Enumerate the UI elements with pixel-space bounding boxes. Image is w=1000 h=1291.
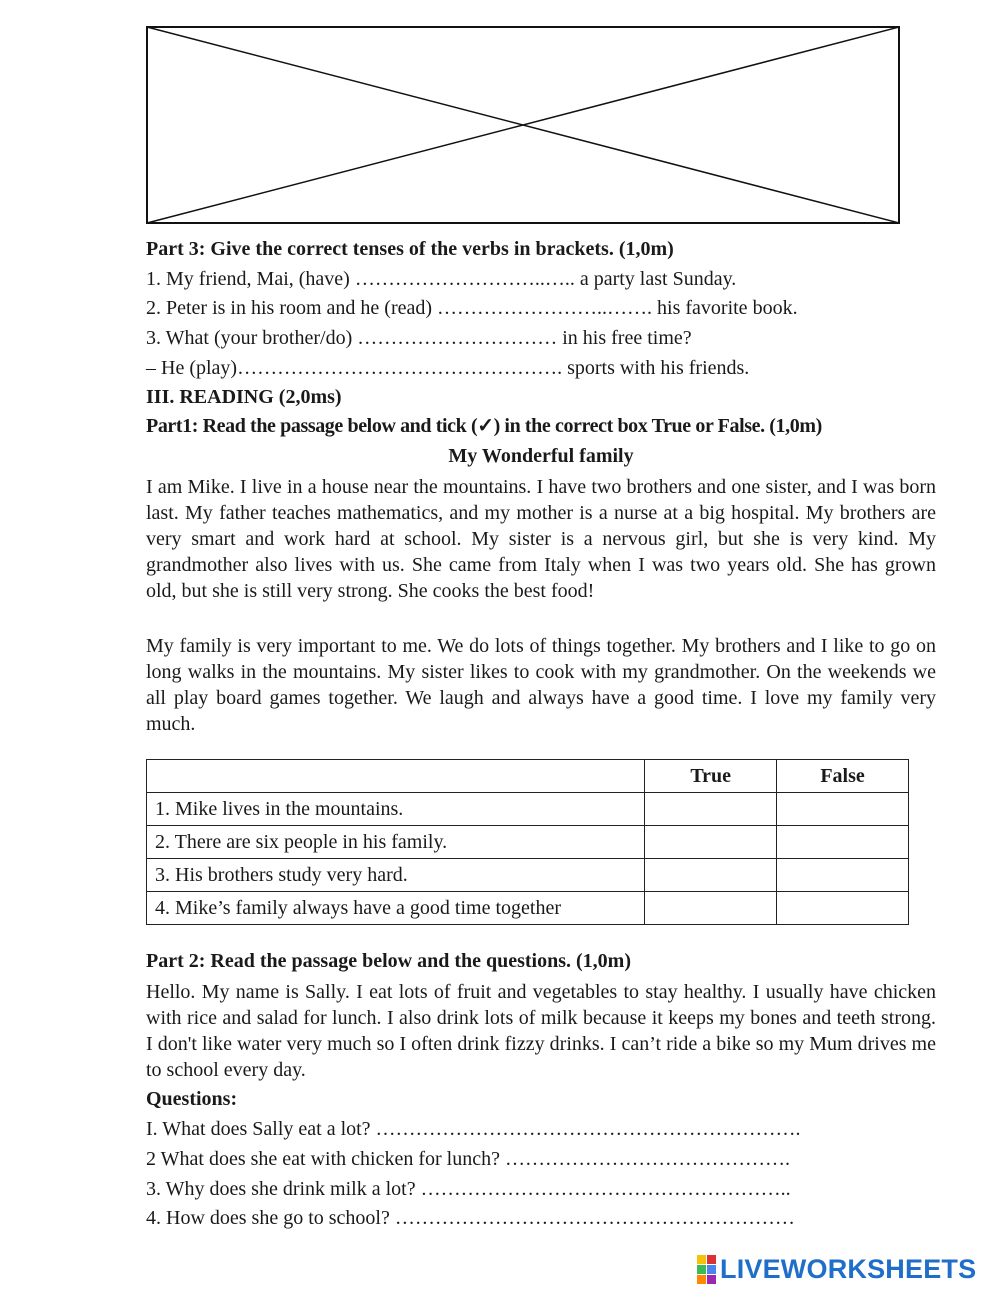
part3-item-4: – He (play)…………………………………………. sports with his friends. [146,357,750,379]
false-answer-box[interactable] [777,892,909,925]
reading-heading: III. READING (2,0ms) [146,386,342,408]
part3-item-1: 1. My friend, Mai, (have) ………………………..….. a party last Sunday. [146,268,737,290]
table-header-false: False [777,760,909,793]
passage-title: My Wonderful family [448,445,634,467]
table-header-row [147,760,909,793]
statement-cell: 3. His brothers study very hard. [147,859,645,892]
part3-heading: Part 3: Give the correct tenses of the verbs in brackets. (1,0m) [146,238,674,260]
false-answer-box[interactable] [777,793,909,826]
table-row [147,793,909,826]
part3-item-3: 3. What (your brother/do) ………………………… in his free time? [146,327,692,349]
question-2: 2 What does she eat with chicken for lunch? ……………………………………. [146,1148,790,1170]
reading-paragraph-1: I am Mike. I live in a house near the mountains. I have two brothers and one sister, and I was born last. My father teaches mathematics, and my mother is a nurse at a big hospital. My brothers are very smart and work hard at school. My sister is a nervous girl, but she is very kind. My grandmother also lives with us. She came from Italy when I was two years old. She has grown old, but she is still very strong. She cooks the best food! [146,476,936,602]
reading-part1-heading: Part1: Read the passage below and tick (✓) in the correct box True or False. (1,0m) [146,415,822,437]
true-answer-box[interactable] [645,859,777,892]
true-answer-box[interactable] [645,793,777,826]
table-row [147,892,909,925]
true-false-table [146,759,909,925]
table-row [147,826,909,859]
question-1: I. What does Sally eat a lot? ………………………………………………………. [146,1118,801,1140]
questions-label: Questions: [146,1088,238,1110]
table-header-true: True [645,760,777,793]
question-3: 3. Why does she drink milk a lot? ……………………………………………….. [146,1178,791,1200]
part2-heading: Part 2: Read the passage below and the questions. (1,0m) [146,950,631,972]
image-placeholder-box [146,26,900,224]
statement-cell: 1. Mike lives in the mountains. [147,793,645,826]
false-answer-box[interactable] [777,859,909,892]
reading-paragraph-2: My family is very important to me. We do lots of things together. My brothers and I like to go on long walks in the mountains. My sister likes to cook with my grandmother. On the weekends we all play board games together. We laugh and always have a good time. I love my family very much. [146,635,936,735]
statement-cell: 2. There are six people in his family. [147,826,645,859]
liveworksheets-logo [697,1254,976,1284]
part3-item-2: 2. Peter is in his room and he (read) ……………………..……. his favorite book. [146,297,798,319]
logo-blocks-icon [697,1255,716,1284]
false-answer-box[interactable] [777,826,909,859]
question-4: 4. How does she go to school? …………………………………………………… [146,1207,795,1229]
part2-passage: Hello. My name is Sally. I eat lots of fruit and vegetables to stay healthy. I usually have chicken with rice and salad for lunch. I also drink lots of milk because it keeps my bones and teeth strong. I don't like water very much so I often drink fizzy drinks. I can’t ride a bike so my Mum drives me to school every day. [146,981,936,1081]
table-row [147,859,909,892]
statement-cell: 4. Mike’s family always have a good time together [147,892,645,925]
logo-text: LIVEWORKSHEETS [720,1253,977,1284]
table-header-statement [147,760,645,793]
true-answer-box[interactable] [645,826,777,859]
true-answer-box[interactable] [645,892,777,925]
